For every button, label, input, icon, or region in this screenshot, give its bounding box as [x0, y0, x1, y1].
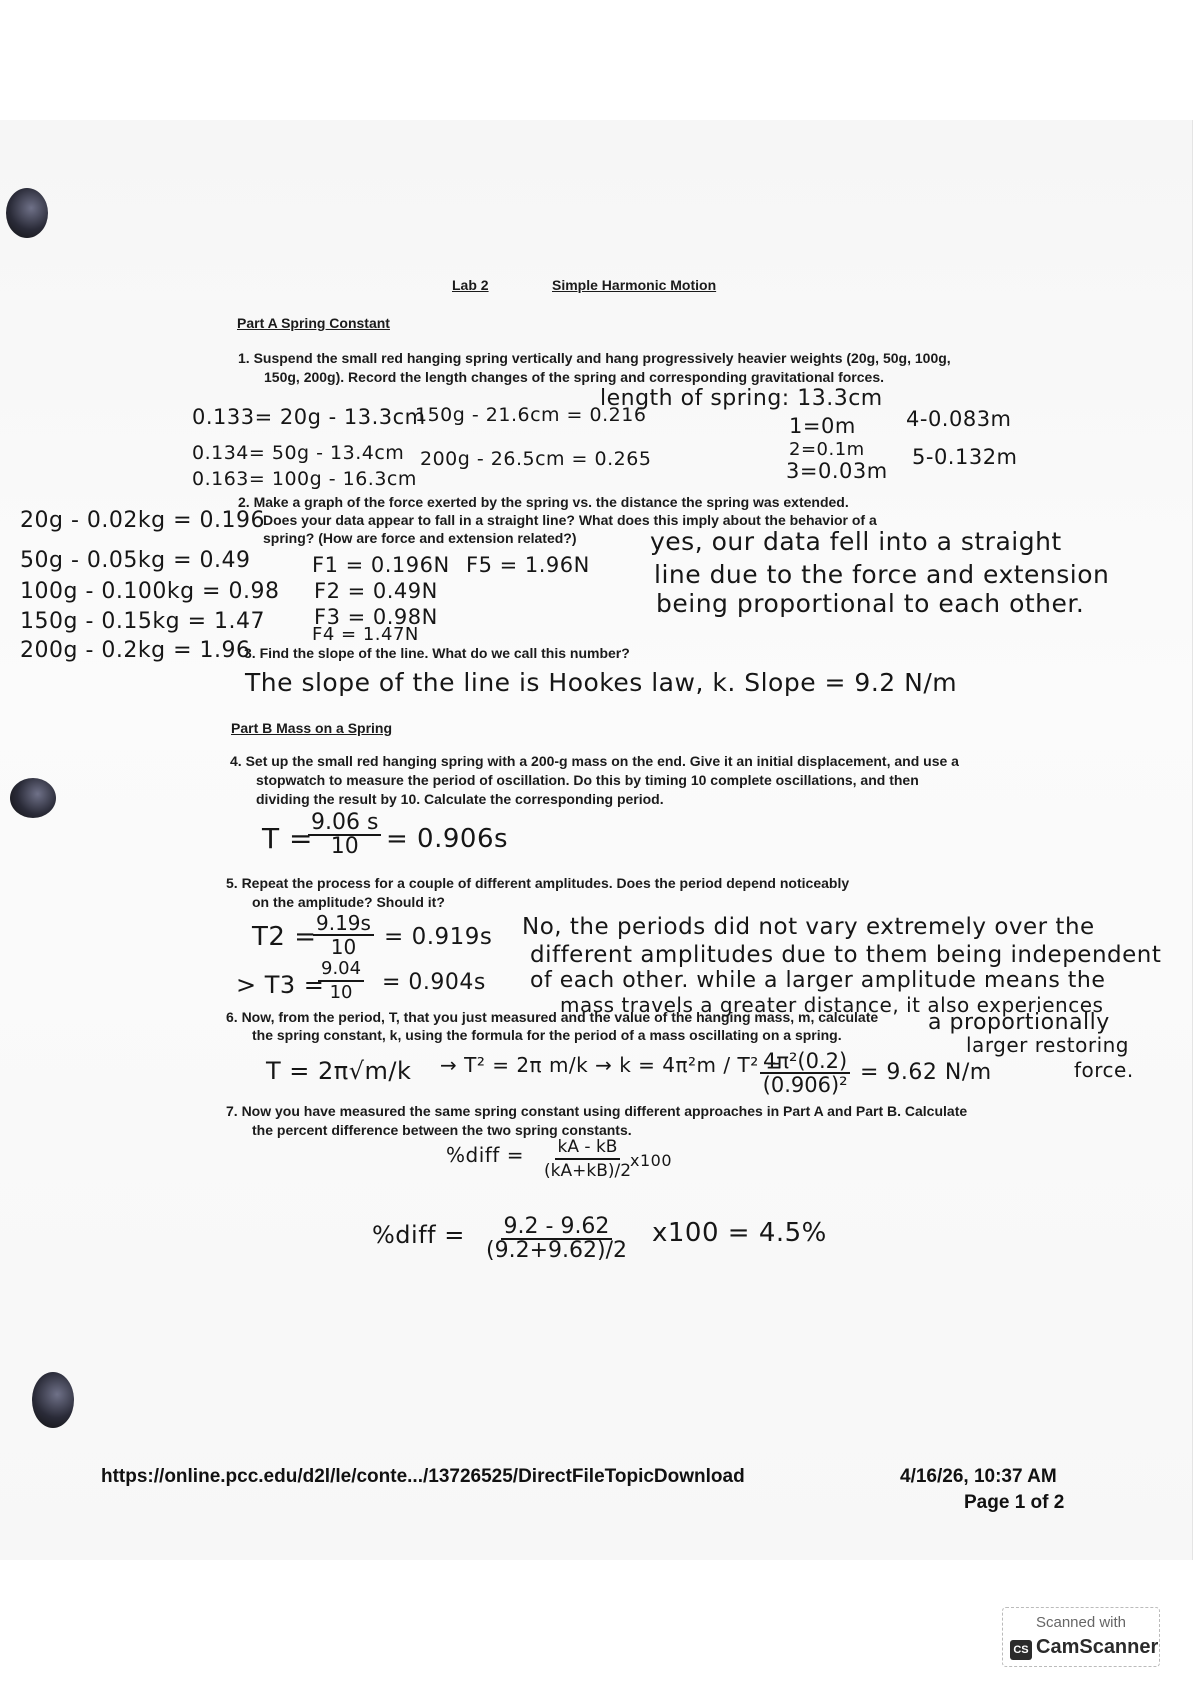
- period-2-label: T2 =: [252, 922, 317, 952]
- question-2-line-1: 2. Make a graph of the force exerted by the spring vs. the distance the spring was extended.: [238, 494, 849, 510]
- answer-5-line-6: larger restoring: [966, 1033, 1129, 1057]
- force-calc-50g: 50g - 0.05kg = 0.49: [20, 548, 251, 573]
- percent-diff-calc-numerator: 9.2 - 9.62: [501, 1216, 613, 1240]
- period-2-denominator: 10: [330, 935, 357, 959]
- force-calc-150g: 150g - 0.15kg = 1.47: [20, 609, 265, 634]
- period-2-numerator: 9.19s: [313, 912, 374, 936]
- question-5: 5. Repeat the process for a couple of different amplitudes. Does the period depend noticeably on the amplitude? Should it?: [226, 875, 850, 910]
- percent-diff-calc-denominator: (9.2+9.62)/2: [486, 1238, 627, 1263]
- watermark-scanned-with: Scanned with: [1035, 1614, 1127, 1631]
- question-4: 4. Set up the small red hanging spring with a 200-g mass on the end. Give it an initial displacement, and use a stopwatch to measure the period of oscillation. Do this by timing 10 complete oscillations, and then dividing the result by 10. Calculate the corresponding period.: [230, 753, 959, 807]
- period-3-fraction: [318, 958, 364, 1004]
- watermark-camscanner: CamScanner: [1036, 1636, 1159, 1658]
- percent-diff-calc-fraction: [486, 1216, 627, 1262]
- answer-5-line-4: mass travels a greater distance, it also experiences: [560, 993, 1104, 1017]
- binder-hole-2: [10, 778, 56, 818]
- footer-page: Page 1 of 2: [964, 1492, 1065, 1513]
- equation-6-numerator: 4π²(0.2): [760, 1050, 850, 1074]
- measurement-150g: 150g - 21.6cm = 0.216: [415, 404, 647, 426]
- spring-length: length of spring: 13.3cm: [600, 386, 883, 411]
- force-f4: F4 = 1.47N: [312, 624, 419, 645]
- percent-diff-calc-label: %diff =: [372, 1221, 465, 1249]
- force-calc-100g: 100g - 0.100kg = 0.98: [20, 579, 280, 604]
- force-f5: F5 = 1.96N: [466, 553, 590, 577]
- answer-2-line-2: line due to the force and extension: [654, 560, 1110, 589]
- answer-5-line-3: of each other. while a larger amplitude means the: [530, 968, 1106, 993]
- answer-5-line-5: a proportionally: [928, 1010, 1110, 1035]
- answer-3: The slope of the line is Hookes law, k. Slope = 9.2 N/m: [245, 668, 958, 697]
- question-7: 7. Now you have measured the same spring constant using different approaches in Part A and Part B. Calculate the percent difference between the two spring constants.: [226, 1103, 968, 1138]
- period-1-fraction: [308, 812, 381, 858]
- part-a-heading: Part A Spring Constant: [237, 315, 390, 331]
- lab-title: Simple Harmonic Motion: [552, 277, 717, 293]
- answer-5-line-1: No, the periods did not vary extremely over the: [522, 914, 1095, 940]
- force-calc-200g: 200g - 0.2kg = 1.96: [20, 638, 251, 663]
- camscanner-logo-icon: CS: [1010, 1640, 1032, 1660]
- footer-datetime: 4/16/26, 10:37 AM: [900, 1466, 1057, 1487]
- question-6-line-1: 6. Now, from the period, T, that you just measured and the value of the hanging mass, m, calculate: [226, 1009, 879, 1025]
- period-1-result: = 0.906s: [386, 824, 509, 854]
- force-f2: F2 = 0.49N: [314, 579, 438, 603]
- period-1-label: T =: [262, 822, 313, 855]
- force-f3: F3 = 0.98N: [314, 605, 438, 629]
- extension-2: 2=0.1m: [789, 439, 865, 460]
- answer-5-line-7: force.: [1074, 1058, 1134, 1082]
- equation-6-formula: T = 2π√m/k: [266, 1057, 412, 1085]
- period-3-denominator: 10: [329, 982, 353, 1003]
- answer-2-line-1: yes, our data fell into a straight: [650, 527, 1062, 556]
- period-1-denominator: 10: [330, 834, 359, 859]
- answer-5-line-2: different amplitudes due to them being independent: [530, 942, 1162, 968]
- binder-hole-3: [32, 1372, 74, 1428]
- period-2-result: = 0.919s: [384, 924, 493, 950]
- percent-diff-numerator: kA - kB: [555, 1136, 621, 1160]
- period-3-numerator: 9.04: [318, 958, 364, 982]
- period-3-result: = 0.904s: [382, 970, 486, 995]
- lab-number: Lab 2: [452, 277, 489, 293]
- extension-4: 4-0.083m: [906, 407, 1012, 431]
- period-3-label: > T3 =: [236, 971, 325, 999]
- question-2-line-3: spring? (How are force and extension related?): [263, 530, 577, 546]
- measurement-50g: 0.134= 50g - 13.4cm: [192, 442, 405, 464]
- measurement-100g: 0.163= 100g - 16.3cm: [192, 468, 417, 490]
- force-calc-20g: 20g - 0.02kg = 0.196: [20, 508, 265, 533]
- question-3: 3. Find the slope of the line. What do we call this number?: [244, 645, 630, 661]
- answer-2-line-3: being proportional to each other.: [656, 589, 1085, 618]
- question-1: 1. Suspend the small red hanging spring vertically and hang progressively heavier weights (20g, 50g, 100g, 150g, 200g). Record the length changes of the spring and corresponding gravitational forces.: [238, 350, 951, 385]
- percent-diff-result: x100 = 4.5%: [652, 1218, 827, 1248]
- period-2-fraction: [313, 912, 374, 958]
- equation-6-derivation: → T² = 2π m/k → k = 4π²m / T² =: [440, 1053, 783, 1077]
- percent-diff-denominator: (kA+kB)/2: [544, 1161, 632, 1181]
- footer-url: https://online.pcc.edu/d2l/le/conte.../13726525/DirectFileTopicDownload: [101, 1466, 745, 1487]
- percent-diff-x100: x100: [630, 1151, 673, 1170]
- equation-6-denominator: (0.906)²: [762, 1073, 848, 1097]
- scanned-page: [0, 120, 1193, 1560]
- extension-1: 1=0m: [789, 414, 856, 438]
- equation-6-result: = 9.62 N/m: [860, 1060, 992, 1085]
- percent-diff-label: %diff =: [446, 1143, 524, 1167]
- measurement-20g: 0.133= 20g - 13.3cm: [192, 405, 426, 429]
- extension-3: 3=0.03m: [786, 459, 888, 483]
- camscanner-watermark: [1002, 1607, 1160, 1667]
- question-2-line-2: Does your data appear to fall in a straight line? What does this imply about the behavior of a: [263, 512, 877, 528]
- force-f1: F1 = 0.196N: [312, 553, 450, 577]
- question-6-line-2: the spring constant, k, using the formula for the period of a mass oscillating on a spring.: [252, 1027, 842, 1043]
- percent-diff-formula: [544, 1136, 631, 1182]
- measurement-200g: 200g - 26.5cm = 0.265: [420, 448, 652, 470]
- binder-hole-1: [6, 188, 48, 238]
- part-b-heading: Part B Mass on a Spring: [231, 720, 393, 736]
- equation-6-fraction: [760, 1050, 850, 1096]
- period-1-numerator: 9.06 s: [308, 812, 381, 836]
- extension-5: 5-0.132m: [912, 445, 1018, 469]
